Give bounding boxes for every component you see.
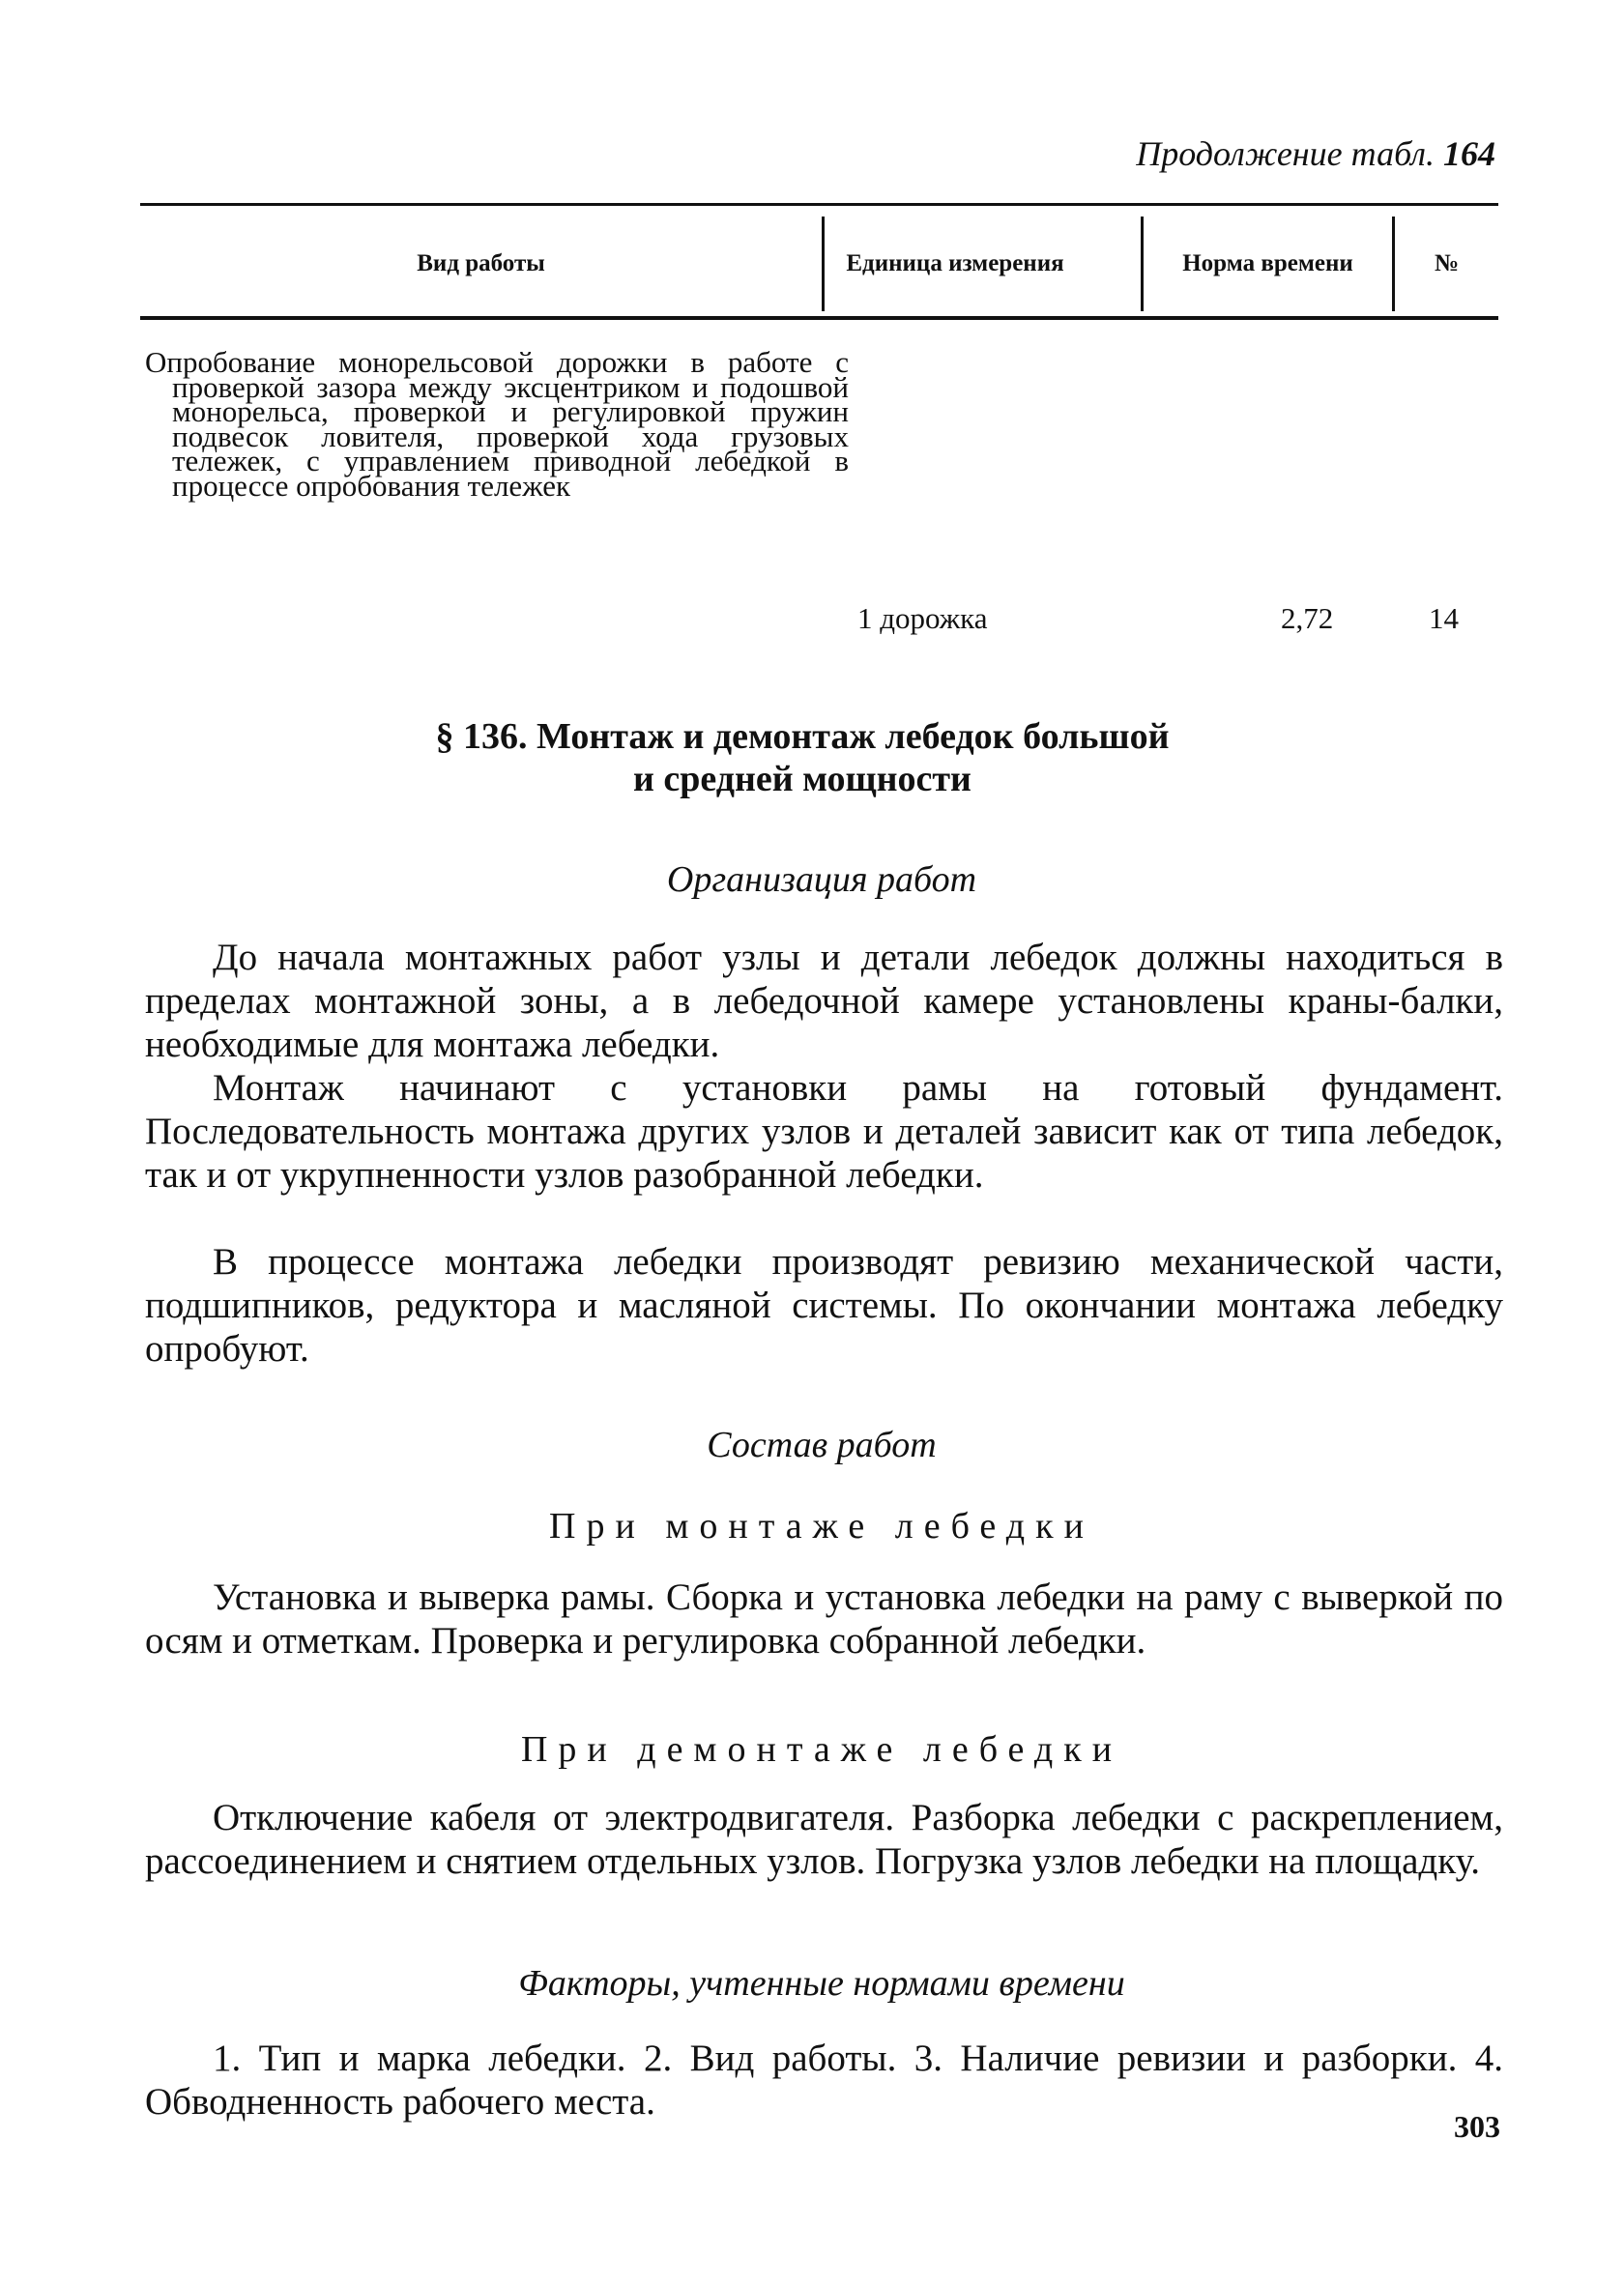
composition-heading: Состав работ bbox=[707, 1425, 937, 1465]
factors-text: 1. Тип и марка лебедки. 2. Вид работы. 3. Наличие ревизии и разборки. 4. Обводненность рабочего места. bbox=[145, 2038, 1503, 2123]
table-header-rule bbox=[140, 316, 1498, 320]
organization-heading: Организация работ bbox=[666, 859, 977, 900]
column-header-work: Вид работы bbox=[417, 250, 545, 276]
section-title-line1: § 136. Монтаж и демонтаж лебедок большой bbox=[435, 716, 1170, 757]
disassembly-heading: При демонтаже лебедки bbox=[520, 1729, 1123, 1770]
column-header-norm: Норма времени bbox=[1182, 250, 1353, 276]
assembly-heading: При монтаже лебедки bbox=[549, 1506, 1094, 1547]
organization-paragraph-2: Монтаж начинают с установки рамы на готовый фундамент. Последовательность монтажа других узлов и деталей зависит как от типа лебедок, так и от укрупненности узлов разобранной лебедки. bbox=[145, 1067, 1503, 1196]
organization-paragraph-3: В процессе монтажа лебедки производят ревизию механической части, подшипников, редуктора и масляной системы. По окончании монтажа лебедку опробуют. bbox=[145, 1241, 1503, 1370]
organization-paragraph-1: До начала монтажных работ узлы и детали лебедок должны находиться в пределах монтажной зоны, а в лебедочной камере установлены краны-балки, необходимые для монтажа лебедки. bbox=[145, 937, 1503, 1065]
section-title bbox=[319, 715, 1286, 800]
column-header-unit: Единица измерения bbox=[846, 250, 1064, 276]
table-top-rule bbox=[140, 203, 1498, 206]
factors-heading: Факторы, учтенные нормами времени bbox=[518, 1963, 1125, 2004]
continuation-text: Продолжение табл. bbox=[1136, 134, 1435, 173]
table-number: 164 bbox=[1443, 134, 1495, 173]
section-title-line2: и средней мощности bbox=[633, 759, 972, 799]
table-continuation-label bbox=[1136, 133, 1495, 174]
column-header-number: № bbox=[1434, 250, 1460, 276]
table-cell-number: 14 bbox=[1429, 601, 1459, 635]
table-cell-norm: 2,72 bbox=[1281, 601, 1334, 635]
table-cell-work: Опробование монорельсовой дорожки в работе с проверкой зазора между эксцентриком и подошвой монорельса, проверкой и регулировкой пружин подвесок ловителя, проверкой хода грузовых тележек, с управлением приводной лебедкой в процессе опробования тележек bbox=[145, 345, 849, 503]
disassembly-text: Отключение кабеля от электродвигателя. Разборка лебедки с раскреплением, рассоединением и снятием отдельных узлов. Погрузка узлов лебедки на площадку. bbox=[145, 1797, 1503, 1882]
table-cell-unit: 1 дорожка bbox=[857, 601, 988, 635]
assembly-text: Установка и выверка рамы. Сборка и установка лебедки на раму с выверкой по осям и отметкам. Проверка и регулировка собранной лебедки. bbox=[145, 1576, 1503, 1662]
page-number: 303 bbox=[1454, 2109, 1500, 2144]
